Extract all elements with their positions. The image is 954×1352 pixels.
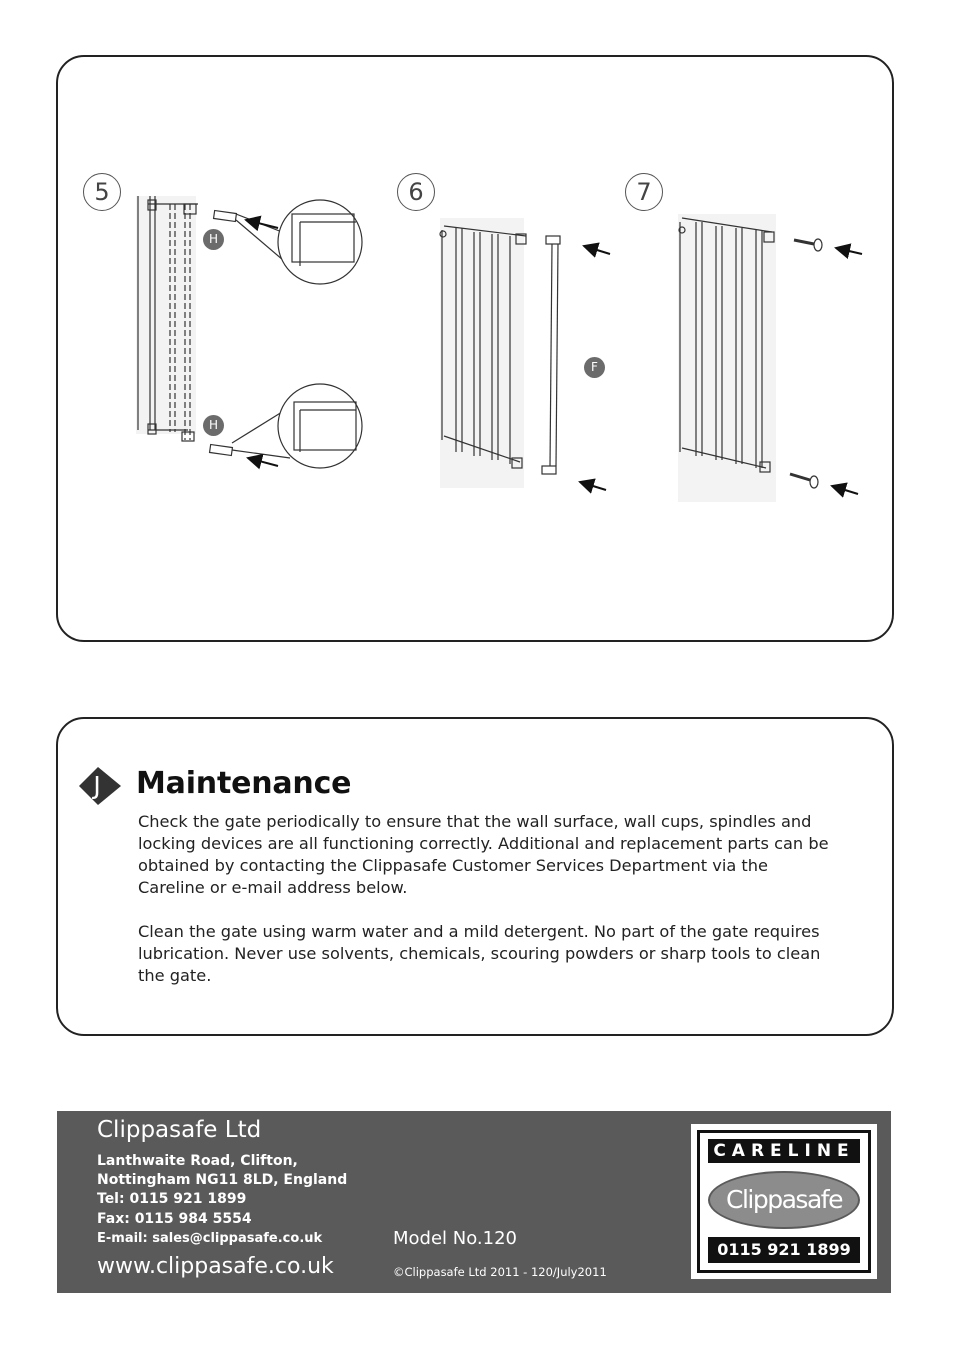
maintenance-paragraph-2: Clean the gate using warm water and a mild detergent. No part of the gate requires lubrication. Never use solvents, chemicals, scouring powders or sharp tools to clean the gate.	[138, 922, 821, 985]
step-7-illustration	[678, 214, 862, 502]
step-6-illustration	[440, 218, 610, 490]
careline-logo-box	[691, 1124, 877, 1279]
part-label-h-top: H	[203, 229, 224, 250]
website-link[interactable]: www.clippasafe.co.uk	[97, 1254, 334, 1279]
section-letter: J	[93, 771, 101, 800]
copyright-notice: ©Clippasafe Ltd 2011 - 120/July2011	[393, 1265, 607, 1279]
step-5-number: 5	[83, 173, 121, 211]
footer	[57, 1111, 891, 1293]
address-line-2: Nottingham NG11 8LD, England	[97, 1172, 348, 1188]
step-6-number: 6	[397, 173, 435, 211]
careline-frame	[697, 1130, 871, 1273]
clippasafe-logo: Clippasafe	[708, 1171, 860, 1229]
company-name: Clippasafe Ltd	[97, 1117, 262, 1143]
step-7-number: 7	[625, 173, 663, 211]
maintenance-paragraph-1: Check the gate periodically to ensure that the wall surface, wall cups, spindles and locking devices are all functioning correctly. Additional and replacement parts can be obtained by contacting the Clippasafe Customer Services Department via the Careline or e-mail address below.	[138, 812, 829, 897]
step-5-illustration	[136, 196, 362, 468]
fax: Fax: 0115 984 5554	[97, 1211, 252, 1227]
careline-phone: 0115 921 1899	[708, 1237, 860, 1263]
email-address[interactable]: E-mail: sales@clippasafe.co.uk	[97, 1231, 323, 1246]
careline-label: CARELINE	[708, 1139, 860, 1163]
address-line-1: Lanthwaite Road, Clifton,	[97, 1153, 298, 1169]
maintenance-title: Maintenance	[136, 766, 352, 801]
part-label-h-bottom: H	[203, 415, 224, 436]
model-number: Model No.120	[393, 1228, 518, 1249]
telephone: Tel: 0115 921 1899	[97, 1191, 247, 1207]
assembly-illustrations	[0, 0, 954, 660]
part-label-f: F	[584, 357, 605, 378]
